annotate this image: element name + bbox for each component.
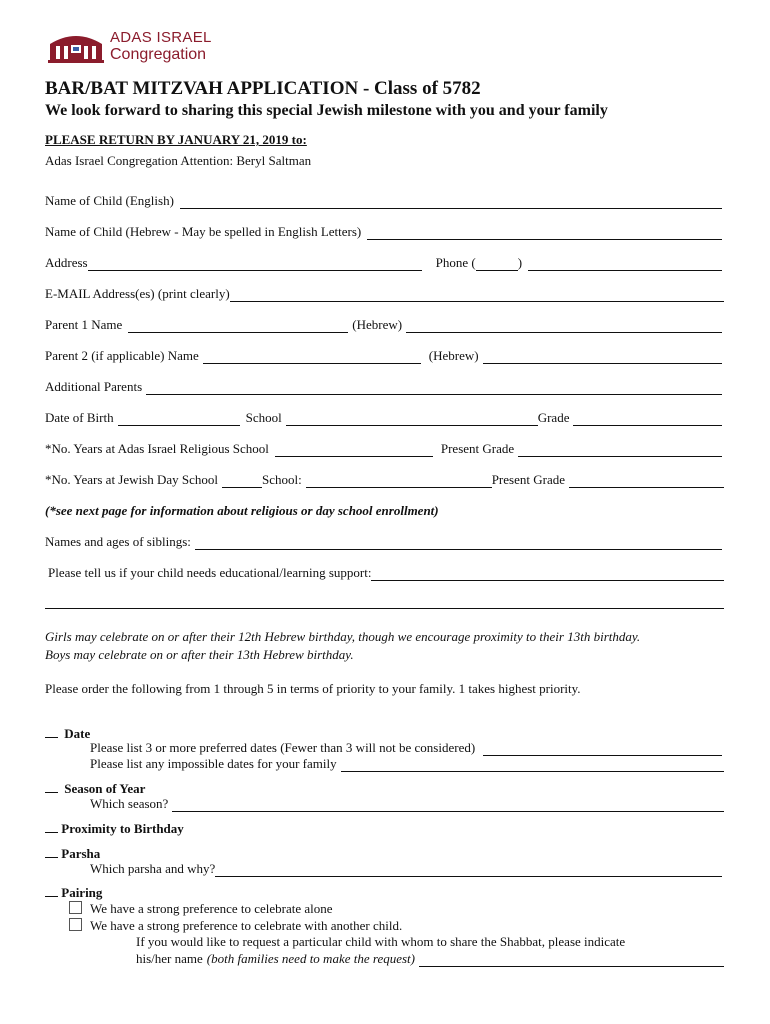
priority-date xyxy=(45,725,90,742)
present-grade-label-2: Present Grade xyxy=(491,472,565,487)
boys-note: Boys may celebrate on or after their 13th Hebrew birthday. xyxy=(45,647,354,662)
school-label: School xyxy=(245,410,282,425)
priority-pairing xyxy=(45,884,102,901)
siblings-label: Names and ages of siblings: xyxy=(45,534,191,549)
which-season-row xyxy=(90,796,724,812)
logo xyxy=(46,30,226,66)
which-parsha-label: Which parsha and why? xyxy=(90,861,216,876)
present-grade-label-1: Present Grade xyxy=(440,441,515,456)
parent1-hebrew-label: (Hebrew) xyxy=(352,317,403,332)
address-field[interactable] xyxy=(88,258,422,271)
child-english-row xyxy=(45,193,722,209)
pairing-another-checkbox[interactable] xyxy=(69,918,82,931)
which-season-field[interactable] xyxy=(172,799,724,812)
email-field[interactable] xyxy=(230,289,724,302)
grade-label: Grade xyxy=(537,410,570,425)
additional-parents-row xyxy=(45,379,722,395)
priority-pairing-rank-field[interactable] xyxy=(45,884,58,897)
pairing-another-label: We have a strong preference to celebrate with another child. xyxy=(90,918,403,933)
dob-field[interactable] xyxy=(118,413,240,426)
return-by: PLEASE RETURN BY JANUARY 21, 2019 to: xyxy=(45,132,307,147)
years-religious-label: *No. Years at Adas Israel Religious School xyxy=(45,441,269,456)
email-row xyxy=(45,286,724,302)
day-school-label: School: xyxy=(261,472,302,487)
which-season-label: Which season? xyxy=(90,796,169,811)
parent2-label: Parent 2 (if applicable) Name xyxy=(45,348,199,363)
day-school-field[interactable] xyxy=(306,475,492,488)
child-hebrew-field[interactable] xyxy=(367,227,722,240)
pairing-another-row xyxy=(69,918,402,934)
priority-parsha-rank-field[interactable] xyxy=(45,845,58,858)
email-label: E-MAIL Address(es) (print clearly) xyxy=(45,286,230,301)
request-line-2 xyxy=(136,951,724,967)
priority-proximity-label: Proximity to Birthday xyxy=(61,821,184,836)
child-hebrew-label: Name of Child (Hebrew - May be spelled in English Letters) xyxy=(45,224,362,239)
date-impossible-label: Please list any impossible dates for your family xyxy=(90,756,337,771)
girls-note: Girls may celebrate on or after their 12th Hebrew birthday, though we encourage proximity to their 13th birthday. xyxy=(45,629,641,644)
years-day-row xyxy=(45,472,724,488)
address-label: Address xyxy=(45,255,88,270)
priority-parsha xyxy=(45,845,100,862)
parent1-hebrew-field[interactable] xyxy=(406,320,722,333)
phone-field[interactable] xyxy=(528,258,722,271)
parent2-hebrew-field[interactable] xyxy=(483,351,722,364)
pairing-alone-label: We have a strong preference to celebrate alone xyxy=(90,901,333,916)
support-label: Please tell us if your child needs educational/learning support: xyxy=(48,565,372,580)
phone-close-paren: ) xyxy=(517,255,523,270)
support-field-line-2[interactable] xyxy=(45,608,724,609)
support-field[interactable] xyxy=(371,568,724,581)
additional-parents-label: Additional Parents xyxy=(45,379,143,394)
date-preferred-field[interactable] xyxy=(483,743,722,756)
child-english-field[interactable] xyxy=(180,196,722,209)
years-day-field[interactable] xyxy=(222,475,262,488)
siblings-field[interactable] xyxy=(195,537,722,550)
present-grade-field-2[interactable] xyxy=(569,475,724,488)
years-day-label: *No. Years at Jewish Day School xyxy=(45,472,218,487)
date-preferred-label: Please list 3 or more preferred dates (Fewer than 3 will not be considered) xyxy=(90,740,476,755)
parent2-name-field[interactable] xyxy=(203,351,421,364)
siblings-row xyxy=(45,534,722,550)
phone-label: Phone ( xyxy=(435,255,476,270)
priority-date-label: Date xyxy=(64,726,91,741)
priority-season-rank-field[interactable] xyxy=(45,780,58,793)
date-preferred-row xyxy=(90,740,722,756)
request-line-2-note: (both families need to make the request) xyxy=(206,951,415,966)
priority-pairing-label: Pairing xyxy=(61,885,103,900)
priority-proximity-rank-field[interactable] xyxy=(45,820,58,833)
enrollment-note: (*see next page for information about religious or day school enrollment) xyxy=(45,503,439,518)
grade-field[interactable] xyxy=(573,413,722,426)
date-impossible-row xyxy=(90,756,724,772)
phone-area-code-field[interactable] xyxy=(476,258,518,271)
page-subtitle: We look forward to sharing this special Jewish milestone with you and your family xyxy=(45,102,608,119)
logo-line1: ADAS ISRAEL xyxy=(110,29,212,46)
child-english-label: Name of Child (English) xyxy=(45,193,174,208)
pairing-alone-checkbox[interactable] xyxy=(69,901,82,914)
pairing-alone-row xyxy=(69,901,333,917)
congregation-logo-icon xyxy=(46,30,106,64)
priority-season xyxy=(45,780,145,797)
parent1-name-field[interactable] xyxy=(128,320,348,333)
dob-label: Date of Birth xyxy=(45,410,114,425)
years-religious-row xyxy=(45,441,722,457)
date-impossible-field[interactable] xyxy=(341,759,724,772)
child-hebrew-row xyxy=(45,224,722,240)
logo-line2: Congregation xyxy=(110,46,207,63)
priority-proximity xyxy=(45,820,184,837)
priority-parsha-label: Parsha xyxy=(61,846,101,861)
support-row xyxy=(48,565,724,581)
present-grade-field-1[interactable] xyxy=(518,444,722,457)
which-parsha-row xyxy=(90,861,722,877)
parent2-row xyxy=(45,348,722,364)
parent2-hebrew-label: (Hebrew) xyxy=(428,348,479,363)
additional-parents-field[interactable] xyxy=(146,382,722,395)
priority-date-rank-field[interactable] xyxy=(45,725,58,738)
years-religious-field[interactable] xyxy=(275,444,433,457)
page-title: BAR/BAT MITZVAH APPLICATION - Class of 5782 xyxy=(45,78,481,99)
which-parsha-field[interactable] xyxy=(215,864,722,877)
dob-row xyxy=(45,410,722,426)
address-row xyxy=(45,255,722,271)
school-field[interactable] xyxy=(286,413,538,426)
priority-season-label: Season of Year xyxy=(64,781,146,796)
attention-line: Adas Israel Congregation Attention: Beryl Saltman xyxy=(45,153,312,168)
order-instruction: Please order the following from 1 through 5 in terms of priority to your family. 1 takes highest priority. xyxy=(45,681,581,696)
parent1-label: Parent 1 Name xyxy=(45,317,123,332)
parent1-row xyxy=(45,317,722,333)
request-line-2-label: his/her name xyxy=(136,951,203,966)
request-child-name-field[interactable] xyxy=(419,954,724,967)
request-line-1: If you would like to request a particular child with whom to share the Shabbat, please indicate xyxy=(136,934,626,949)
